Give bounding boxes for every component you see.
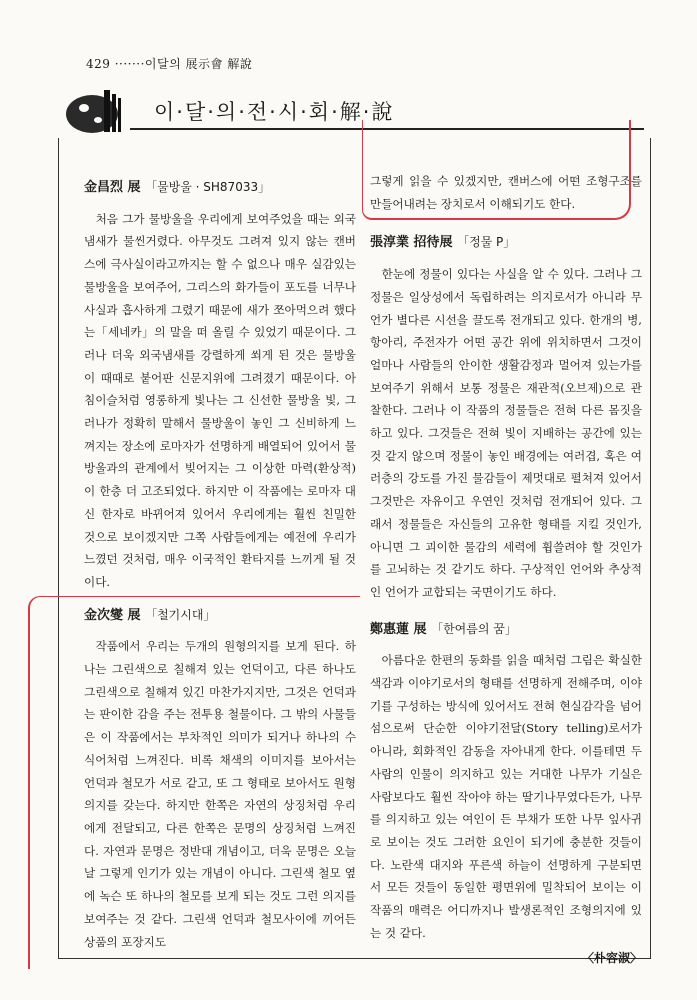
banner-title: 이·달·의·전·시·회·解·說 [154,100,395,124]
article-kim-changyeol [84,176,356,594]
artist-title: 金次燮 展 [84,607,141,623]
page-header: 429 ·······이달의 展示會 解說 [86,57,253,71]
author-signature: 〈朴容淑〉 [581,950,642,965]
article-paragraph: 작품에서 우리는 두개의 원형의지를 보게 된다. 하나는 그린색으로 칠해져 있는 언덕이고, 다른 하나도 그린색으로 칠해져 있긴 마찬가지지만, 그것은 언덕과는 판이한 감을 주는 전투용 철물이다. 그 밖의 사물들은 이 작품에서는 부차적인 의미가 되거나 하나의 수식어처럼 느껴진다. 비록 채색의 이미지를 보아서는 언덕과 철모가 서로 같고, 또 그 형태로 보아서도 원형의지를 갖는다. 하지만 한쪽은 자연의 상징처럼 우리에게 전달되고, 다른 한쪽은 문명의 상징처럼 느껴진다. 자연과 문명은 정반대 개념이고, 더욱 문명은 오늘날 그렇게 인기가 있는 개념이 아니다. 그린색 철모 옆에 녹슨 또 하나의 철모를 보게 되는 것도 그런 의지를 보여주는 것 같다. 그린색 언덕과 철모사이에 끼어든 상품의 포장지도 [84,639,356,949]
red-pen-annotation [28,596,360,969]
article-title [370,231,642,255]
article-paragraph: 처음 그가 물방울을 우리에게 보여주었을 때는 외국냄새가 물씬거렸다. 아무것도 그려져 있지 않는 캔버스에 극사실이라고까지는 할 수 없으나 매우 실감있는 물방울을 보여주어, 그리스의 화가들이 포도를 너무나 사실과 흡사하게 그렸기 때문에 새가 쪼아먹으려 했다는「세네카」의 말을 떠 올릴 수 있었기 때문이다. 그러나 더욱 외국냄새를 강렬하게 쐬게 된 것은 물방울이 때때로 붙어판 신문지위에 그려졌기 때문이다. 아침이슬처럼 영롱하게 빛나는 그 신선한 물방울 빛, 그러나가 정확히 말해서 물방울이 놓인 그 신비하게 느껴지는 장소에 로마자가 선명하게 배열되어 있어서 물방울과의 관계에서 빚어지는 그 이상한 마력(환상적)이 한층 더 고조되었다. 하지만 이 작품에는 로마자 대신 한자로 바뀌어져 있어서 우리에게는 훨씬 친밀한 것으로 보이겠지만 그쪽 사람들에게는 예전에 우리가 느꼈던 것처럼, 매우 이국적인 환타지를 느끼게 될 것이다. [84,211,356,589]
article-title [370,618,642,642]
continued-paragraph: 그렇게 읽을 수 있겠지만, 캔버스에 어떤 조형구조를 만들어내려는 장치로서 이해되기도 한다. [370,174,642,211]
article-paragraph: 아름다운 한편의 동화를 읽을 때처럼 그림은 확실한 색감과 이야기로서의 형태를 선명하게 전해주며, 이야기를 구성하는 방식에 있어서도 전혀 현실감각을 넘어섬으로써 단순한 이야기전달(Story telling)로서가 아니라, 회화적인 감동을 자아내게 한다. 이를테면 두 사람의 인물이 의지하고 있는 거대한 나무가 기실은 사람보다도 훨씬 작아야 하는 딸기나무였다든가, 나무를 의지하고 있는 여인이 든 부채가 또한 나무 잎사귀로 보이는 것도 그러한 요인이 되기에 충분한 것들이다. 노란색 대지와 푸른색 하늘이 선명하게 구분되면서 모든 것들이 동일한 평면위에 밀착되어 보이는 이 작품의 매력은 어디까지나 발생론적인 조형의지에 있는 것 같다. [370,653,642,940]
artist-title: 金昌烈 展 [84,180,141,195]
article-jang-sooneop [370,231,642,603]
article-jeong-hyeryeon [370,618,642,970]
article-paragraph: 한눈에 정물이 있다는 사실을 알 수 있다. 그러나 그 정물은 일상성에서 독립하려는 의지로서가 아니라 무언가 별다른 시선을 끌도록 전개되고 있다. 한개의 병, 항아리, 주전자가 어떤 공간 위에 위치하면서 그것이 얼마나 사람들의 안이한 생활감정과 멀어져 있는가를 보여주기 위해서 보통 정물은 재관적(오브제)으로 관찰한다. 그러나 이 작품의 정물들은 전혀 다른 몸짓을 하고 있다. 그것들은 전혀 빛이 지배하는 공간에 있는 것 같지 않으며 정물이 놓인 배경에는 여러겹, 혹은 여러층의 강도를 가진 물감들이 제멋대로 펼쳐져 있어서 그것만은 자유이고 우연인 것처럼 전개되어 있다. 그래서 정물들은 자신들의 고유한 형태를 지킬 것인가, 아니면 그 괴이한 물감의 세력에 휩쓸려야 할 것인가를 고뇌하는 것 같기도 하다. 구상적인 언어와 추상적인 언어가 교합되는 국면이기도 하다. [370,267,642,599]
artwork-title: 「물방울 · SH87033」 [145,180,271,194]
artwork-title: 「정물 P」 [457,235,516,250]
artist-title: 鄭惠蓮 展 [370,621,427,637]
artwork-title: 「철기시대」 [145,607,216,622]
right-column [370,166,642,969]
palette-brush-icon [62,88,126,136]
artwork-title: 「한여름의 꿈」 [431,621,517,636]
frame-right-line [650,138,651,958]
artist-title: 張淳業 招待展 [370,235,453,251]
red-pen-annotation [362,120,631,220]
article-title [84,176,356,200]
